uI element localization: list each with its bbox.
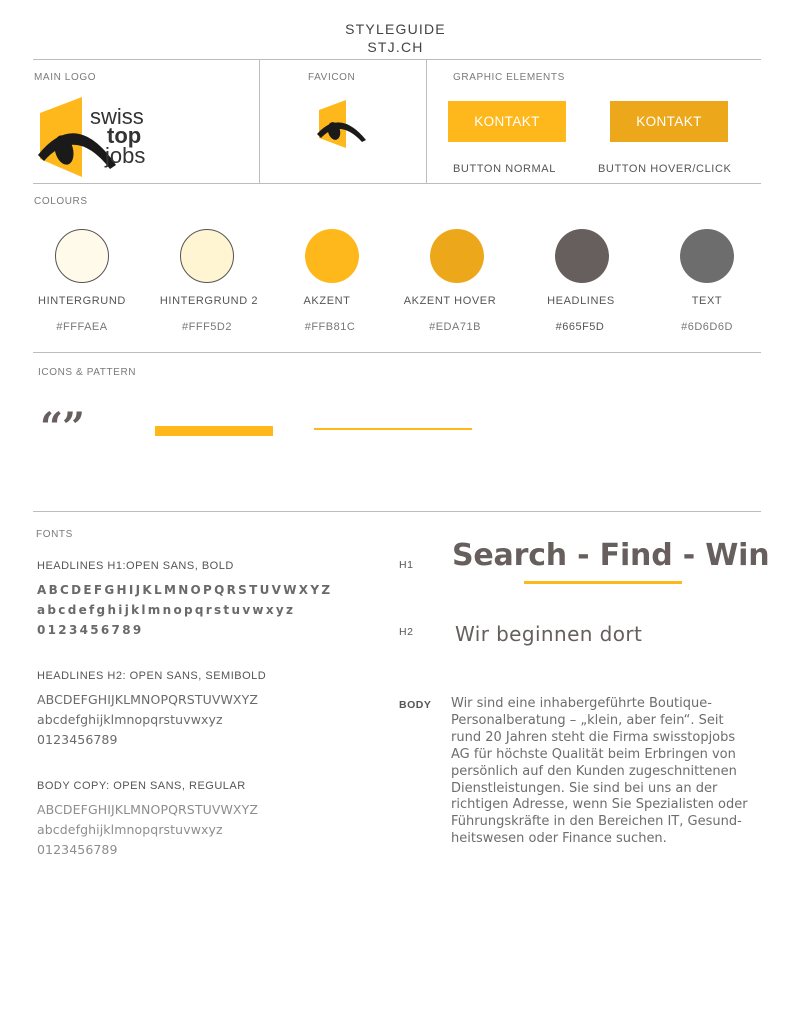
font-sample-upper: ABCDEFGHIJKLMNOPQRSTUVWXYZ [37,692,258,707]
section-label-colours: COLOURS [34,196,88,207]
kontakt-button-normal[interactable]: KONTAKT [448,101,566,142]
logo-text-top: top [107,123,142,148]
font-sample-lower: abcdefghijklmnopqrstuvwxyz [37,603,296,617]
body-line: heitswesen oder Finance suchen. [451,831,667,847]
section-label-icons-pattern: ICONS & PATTERN [38,367,137,378]
font-heading-h2: HEADLINES H2: OPEN SANS, SEMIBOLD [37,670,267,682]
swatch-hintergrund [55,229,109,283]
section-label-favicon: FAVICON [308,72,356,83]
font-sample-upper: ABCDEFGHIJKLMNOPQRSTUVWXYZ [37,583,333,597]
body-line: persönlich auf den Kunden zugeschnittenen [451,763,737,779]
body-line: Wir sind eine inhabergeführte Boutique- [451,696,712,711]
quote-icon: “” [40,404,85,451]
main-logo [36,95,166,177]
section-label-graphic-elements: GRAPHIC ELEMENTS [453,72,565,83]
swatch-akzent [305,229,359,283]
colour-name: TEXT [691,295,723,307]
font-sample-upper: ABCDEFGHIJKLMNOPQRSTUVWXYZ [37,802,258,817]
divider [33,183,761,184]
page-title: STYLEGUIDE [345,21,446,37]
divider [426,59,427,183]
section-label-main-logo: MAIN LOGO [34,72,97,83]
colour-name: AKZENT HOVER [403,295,497,307]
colour-hex: #FFF5D2 [182,321,232,333]
section-label-fonts: FONTS [36,529,73,540]
body-line: rund 20 Jahren steht die Firma swisstopjobs [451,729,736,745]
font-sample-digits: 0123456789 [37,623,144,637]
h1-underline [524,581,682,584]
logo-text-jobs: jobs [105,143,146,168]
font-sample-digits: 0123456789 [37,842,118,857]
colour-hex: #EDA71B [429,321,481,333]
thick-accent-bar [155,426,273,436]
colour-name: HINTERGRUND 2 [159,295,259,307]
h1-tag: H1 [399,559,414,571]
favicon [316,98,368,150]
h2-demo-text: Wir beginnen dort [455,622,643,646]
swatch-headlines [555,229,609,283]
divider [33,59,761,60]
colour-name: HINTERGRUND [38,295,126,307]
colour-hex: #FFB81C [304,321,356,333]
colour-name: HEADLINES [547,295,615,307]
thin-accent-line [314,428,472,430]
button-normal-caption: BUTTON NORMAL [453,163,556,175]
font-sample-digits: 0123456789 [37,732,118,747]
kontakt-button-hover[interactable]: KONTAKT [610,101,728,142]
swatch-text [680,229,734,283]
logo-text-swiss: swiss [90,104,144,129]
font-sample-lower: abcdefghijklmnopqrstuvwxyz [37,822,223,837]
body-demo-text [451,696,761,848]
h2-tag: H2 [399,626,414,638]
colour-hex: #6D6D6D [681,321,733,333]
divider [33,352,761,353]
body-line: AG für höchste Qualität beim Erbringen von [451,746,736,762]
body-tag: BODY [399,699,432,711]
colour-hex: #665F5D [555,321,605,333]
body-line: richtigen Adresse, wenn Sie Spezialisten oder [451,797,748,813]
body-line: Personalberatung – „klein, aber fein“. Seit [451,712,724,728]
eye-favicon-icon [316,98,368,150]
body-line: Führungskräfte in den Bereichen IT, Gesund- [451,814,742,830]
divider [259,59,260,183]
body-line: Dienstleistungen. Sie sind bei uns an der [451,780,718,796]
font-sample-lower: abcdefghijklmnopqrstuvwxyz [37,712,223,727]
swatch-akzent-hover [430,229,484,283]
colour-name: AKZENT [303,295,351,307]
font-heading-body: BODY COPY: OPEN SANS, REGULAR [37,780,246,792]
page-subtitle: STJ.CH [367,39,424,55]
h1-demo-text: Search - Find - Win [452,538,770,573]
button-hover-caption: BUTTON HOVER/CLICK [598,163,732,175]
colour-hex: #FFFAEA [56,321,108,333]
swatch-hintergrund-2 [180,229,234,283]
divider [33,511,761,512]
font-heading-h1: HEADLINES H1:OPEN SANS, BOLD [37,560,234,572]
